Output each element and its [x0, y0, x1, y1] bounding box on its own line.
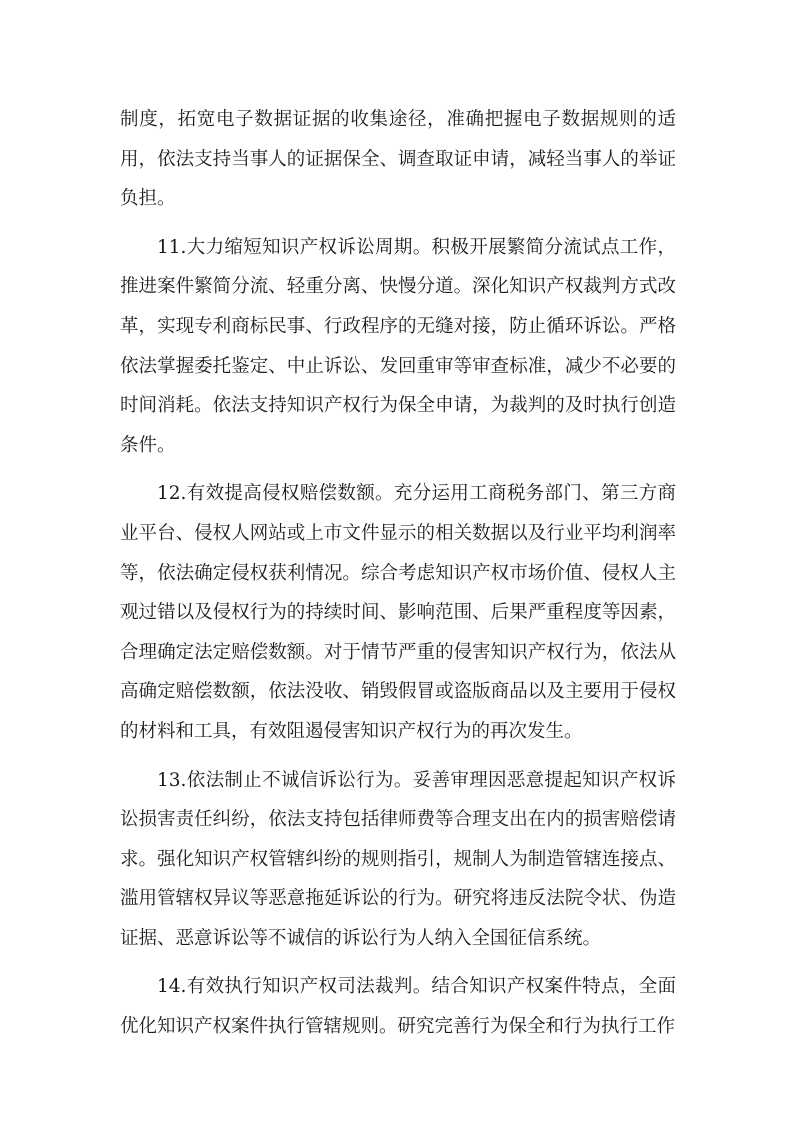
paragraph-heading: 有效执行知识产权司法裁判。: [186, 976, 432, 998]
paragraph-heading: 有效提高侵权赔偿数额。: [186, 483, 394, 505]
paragraph-text: 制度，拓宽电子数据证据的收集途径，准确把握电子数据规则的适用，依法支持当事人的证据保全、调查取证申请，减轻当事人的举证负担。: [120, 109, 676, 210]
paragraph-number: 13.: [157, 769, 187, 791]
paragraph-item-11: [120, 228, 676, 466]
paragraph-item-12: [120, 474, 676, 751]
paragraph-number: 11.: [157, 236, 187, 258]
paragraph-number: 14.: [157, 976, 187, 998]
paragraph-item-14: [120, 967, 676, 1046]
paragraph-item-13: [120, 761, 676, 959]
paragraph-continued: [120, 100, 676, 219]
paragraph-number: 12.: [157, 483, 187, 505]
paragraph-heading: 依法制止不诚信诉讼行为。: [186, 769, 413, 791]
document-body: [120, 100, 676, 1056]
paragraph-text: 积极开展繁简分流试点工作，推进案件繁简分流、轻重分离、快慢分道。深化知识产权裁判方式改革，实现专利商标民事、行政程序的无缝对接，防止循环诉讼。严格依法掌握委托鉴定、中止诉讼、发回重审等审查标准，减少不必要的时间消耗。依法支持知识产权行为保全申请，为裁判的及时执行创造条件。: [120, 236, 676, 456]
paragraph-text: 妥善审理因恶意提起知识产权诉讼损害责任纠纷，依法支持包括律师费等合理支出在内的损害赔偿请求。强化知识产权管辖纠纷的规则指引，规制人为制造管辖连接点、滥用管辖权异议等恶意拖延诉讼的行为。研究将违反法院令状、伪造证据、恶意诉讼等不诚信的诉讼行为人纳入全国征信系统。: [120, 769, 676, 949]
paragraph-text: 结合知识产权案件特点，全面优化知识产权案件执行管辖规则。研究完善行为保全和行为执行工作: [120, 976, 676, 1038]
paragraph-heading: 大力缩短知识产权诉讼周期。: [186, 236, 432, 258]
paragraph-text: 充分运用工商税务部门、第三方商业平台、侵权人网站或上市文件显示的相关数据以及行业平均利润率等，依法确定侵权获利情况。综合考虑知识产权市场价值、侵权人主观过错以及侵权行为的持续时间、影响范围、后果严重程度等因素，合理确定法定赔偿数额。对于情节严重的侵害知识产权行为，依法从高确定赔偿数额，依法没收、销毁假冒或盗版商品以及主要用于侵权的材料和工具，有效阻遏侵害知识产权行为的再次发生。: [120, 483, 676, 742]
